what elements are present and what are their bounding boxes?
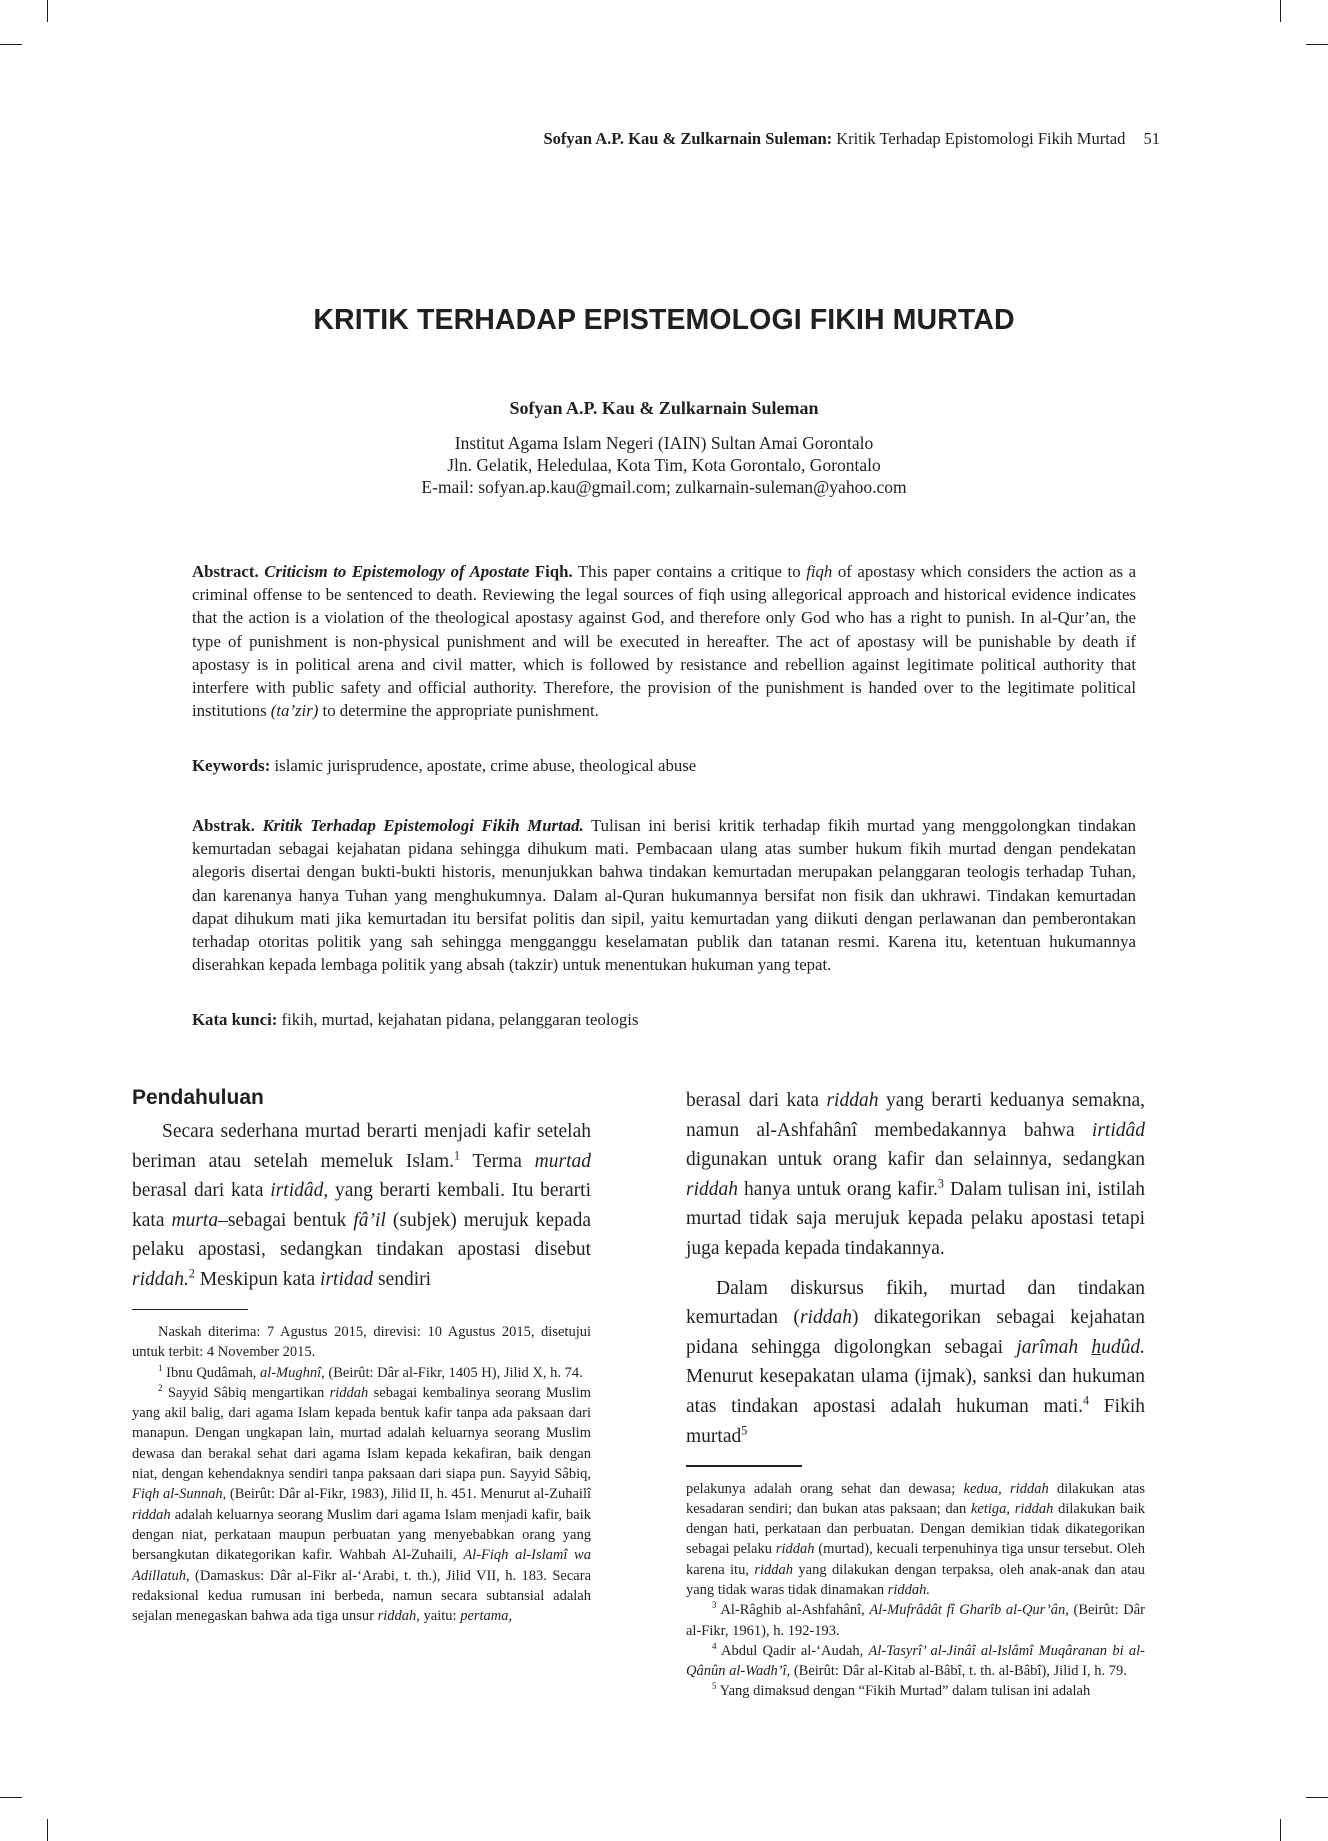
abstract-text: of apostasy which considers the action as a criminal offense to be sentenced to death. Reviewing the legal sources of fiqh using allegorical approach and historical evidence indicates that the action is a violation of the theological apostasy against God, and therefore only God who has a right to punish. In al-Qur’an, the type of punishment is non-physical punishment and will be executed in hereafter. The act of apostasy will be punishable by death if apostasy is in political arena and civil matter, which is followed by resistance and rebellion against legitimate political authority that interfere with public safety and official authority. Therefore, the provision of the punishment is handed over to the legitimate political institutions — [192, 562, 1137, 721]
footnote-2: $^2$ Sayyid Sâbiq mengartikan riddah sebagai kembalinya seorang Muslim yang akil balig, dari agama Islam kepada bentuk kafir tanpa ada paksaan dari manapun. Dengan ungkapan lain, murtad adalah keluarnya seorang Muslim dewasa dan berakal sehat dari agama Islam kepada kekafiran, baik dengan niat, dengan kehendaknya sendiri tanpa paksaan dari siapa pun. Sayyid Sâbiq, Fiqh al-Sunnah, (Beirût: Dâr al-Fikr, 1983), Jilid II, h. 451. Menurut al-Zuhailî riddah adalah keluarnya seorang Muslim dari agama Islam menjadi kafir, baik dengan niat, perkataan maupun perbuatan yang menyebabkan orang yang bersangkutan dikategorikan kafir. Wahbah Al-Zuhaili, Al-Fiqh al-Islamî wa Adillatuh, (Damaskus: Dâr al-Fikr al-‘Arabi, t. th.), Jilid VII, h. 183. Secara redaksional kedua rumusan ini berbeda, namun secara subtansial adalah sejalan menegaskan bahwa ada tiga unsur riddah, yaitu: pertama, — [132, 1383, 592, 1625]
crop-mark-bottom-right — [1306, 1797, 1328, 1798]
abstract-term: (ta’zir) — [270, 701, 319, 721]
running-head-authors: Sofyan A.P. Kau & Zulkarnain Suleman: — [543, 129, 833, 148]
abstrak-title: Kritik Terhadap Epistemologi Fikih Murtad. — [262, 816, 584, 835]
abstract-term: fiqh — [806, 562, 833, 581]
keywords-english — [192, 756, 1136, 776]
crop-mark-bottom-right — [1280, 1819, 1281, 1841]
article-title: KRITIK TERHADAP EPISTEMOLOGI FIKIH MURTAD — [313, 304, 1015, 336]
keywords-indonesian — [192, 1010, 1136, 1030]
section-heading: Pendahuluan — [132, 1086, 264, 1109]
paragraph: Secara sederhana murtad berarti menjadi kafir setelah beriman atau setelah memeluk Islam.$^1$ Terma murtad berasal dari kata irtidâd, yang berarti kembali. Itu berarti kata murta–sebagai bentuk fâ’il (subjek) merujuk kepada pelaku apostasi, sedangkan tindakan apostasi disebut riddah.$^2$ Meskipun kata irtidad sendiri — [132, 1121, 591, 1290]
crop-mark-top-right — [1280, 0, 1281, 22]
left-column — [132, 1086, 591, 1626]
footnote-divider — [132, 1309, 248, 1310]
abstract-text: This paper contains a critique to — [572, 562, 807, 581]
body-text-left — [132, 1117, 591, 1295]
crop-mark-bottom-left — [0, 1797, 22, 1798]
running-head-title: Kritik Terhadap Epistomologi Fikih Murtad — [836, 129, 1126, 148]
footnote-1: $^1$ Ibnu Qudâmah, al-Mughnî, (Beirût: Dâr al-Fikr, 1405 H), Jilid X, h. 74. — [158, 1362, 583, 1381]
abstrak-label: Abstrak. — [192, 816, 255, 835]
footnote-ref: 5 — [741, 1423, 748, 1438]
affiliation-institution: Institut Agama Islam Negeri (IAIN) Sultan Amai Gorontalo — [454, 433, 874, 453]
keywords-text: islamic jurisprudence, apostate, crime abuse, theological abuse — [270, 756, 697, 775]
right-column — [686, 1086, 1145, 1702]
abstrak-text: Tulisan ini berisi kritik terhadap fikih murtad yang menggolongkan tindakan kemurtadan sebagai kejahatan pidana sehingga dihukum mati. Pembacaan ulang atas sumber hukum fikih murtad dengan pendekatan alegoris disertai dengan bukti-bukti historis, menunjukkan bahwa tindakan kemurtadan merupakan pelanggaran teologis terhadap Tuhan, dan karenanya hanya Tuhan yang menghukumnya. Dalam al-Quran hukumannya bersifat non fisik dan ukhrawi. Tindakan kemurtadan dapat dihukum mati jika kemurtadan itu bersifat politis dan sipil, yaitu kemurtadan yang diikuti dengan perlawanan dan pemberontakan terhadap otoritas politik yang sah sehingga mengganggu keselamatan publik dan tatanan resmi. Karena itu, ketentuan hukumannya diserahkan kepada lembaga politik yang absah (takzir) untuk menentukan hukuman yang tepat. — [192, 816, 1137, 975]
footnote-ref: 4 — [1083, 1393, 1090, 1408]
abstract-label: Abstract. — [192, 562, 259, 581]
paragraph: Dalam diskursus fikih, murtad dan tindakan kemurtadan (riddah) dikategorikan sebagai kejahatan pidana sehingga digolongkan sebagai jarîmah hudûd. Menurut kesepakatan ulama (ijmak), sanksi dan hukuman atas tindakan apostasi adalah hukuman mati.$^4$ Fikih murtad$^5$ — [686, 1277, 1145, 1447]
page-number: 51 — [1143, 129, 1160, 148]
footnote-divider — [686, 1465, 802, 1466]
footnote-5: $^5$ Yang dimaksud dengan “Fikih Murtad” dalam tulisan ini adalah — [712, 1681, 1091, 1700]
footnote-3: $^3$ Al-Râghib al-Ashfahânî, Al-Mufrâdât fî Gharîb al-Qur’ân, (Beirût: Dâr al-Fikr, 1961), h. 192-193. — [686, 1600, 1145, 1639]
affiliation — [0, 432, 1328, 498]
kata-kunci-text: fikih, murtad, kejahatan pidana, pelanggaran teologis — [277, 1010, 639, 1029]
footnote-4: $^4$ Abdul Qadir al-‘Audah, Al-Tasyrî’ al-Jinâî al-Islâmî Muqâranan bi al-Qânûn al-Wadh’î, (Beirût: Dâr al-Kitab al-Bâbî, t. th. al-Bâbî), Jilid I, h. 79. — [686, 1641, 1145, 1680]
footnote-ref: 3 — [937, 1176, 944, 1191]
abstract-text: to determine the appropriate punishment. — [318, 701, 599, 721]
abstract-title: Criticism to Epistemology of Apostate — [264, 562, 530, 581]
received-note: Naskah diterima: 7 Agustus 2015, direvisi: 10 Agustus 2015, disetujui untuk terbit: 4 November 2015. — [132, 1323, 591, 1361]
running-head — [543, 129, 1160, 149]
footnotes-right — [686, 1479, 1145, 1702]
crop-mark-top-left — [47, 0, 48, 22]
affiliation-email: E-mail: sofyan.ap.kau@gmail.com; zulkarnain-suleman@yahoo.com — [421, 477, 907, 497]
keywords-label: Keywords: — [192, 756, 271, 775]
footnote-ref: 1 — [454, 1148, 461, 1163]
kata-kunci-label: Kata kunci: — [192, 1010, 278, 1029]
abstract-title-fiqh: Fiqh. — [534, 562, 573, 581]
abstract-indonesian — [192, 814, 1136, 976]
body-text-right — [686, 1086, 1145, 1451]
footnotes-left — [132, 1322, 591, 1626]
footnote-ref: 2 — [188, 1266, 195, 1281]
crop-mark-top-left — [0, 44, 22, 45]
abstract-english — [192, 560, 1136, 722]
footnote-2-continued: pelakunya adalah orang sehat dan dewasa; kedua, riddah dilakukan atas kesadaran sendiri; dan bukan atas paksaan; dan ketiga, riddah dilakukan baik dengan hati, perkataan dan perbuatan. Dengan demikian tidak dikategorikan sebagai pelaku riddah (murtad), kecuali terpenuhinya tiga unsur tersebut. Oleh karena itu, riddah yang dilakukan dengan terpaksa, oleh anak-anak dan atau yang tidak waras tidak dinamakan riddah. — [686, 1480, 1145, 1598]
affiliation-address: Jln. Gelatik, Heledulaa, Kota Tim, Kota Gorontalo, Gorontalo — [447, 455, 881, 475]
article-authors: Sofyan A.P. Kau & Zulkarnain Suleman — [509, 398, 819, 418]
paragraph-continued: berasal dari kata riddah yang berarti keduanya semakna, namun al-Ashfahânî membedakannya bahwa irtidâd digunakan untuk orang kafir dan selainnya, sedangkan riddah hanya untuk orang kafir.$^3$ Dalam tulisan ini, istilah murtad tidak saja merujuk kepada pelaku apostasi tetapi juga kepada kepada tindakannya. — [686, 1090, 1145, 1259]
crop-mark-top-right — [1306, 44, 1328, 45]
crop-mark-bottom-left — [47, 1819, 48, 1841]
